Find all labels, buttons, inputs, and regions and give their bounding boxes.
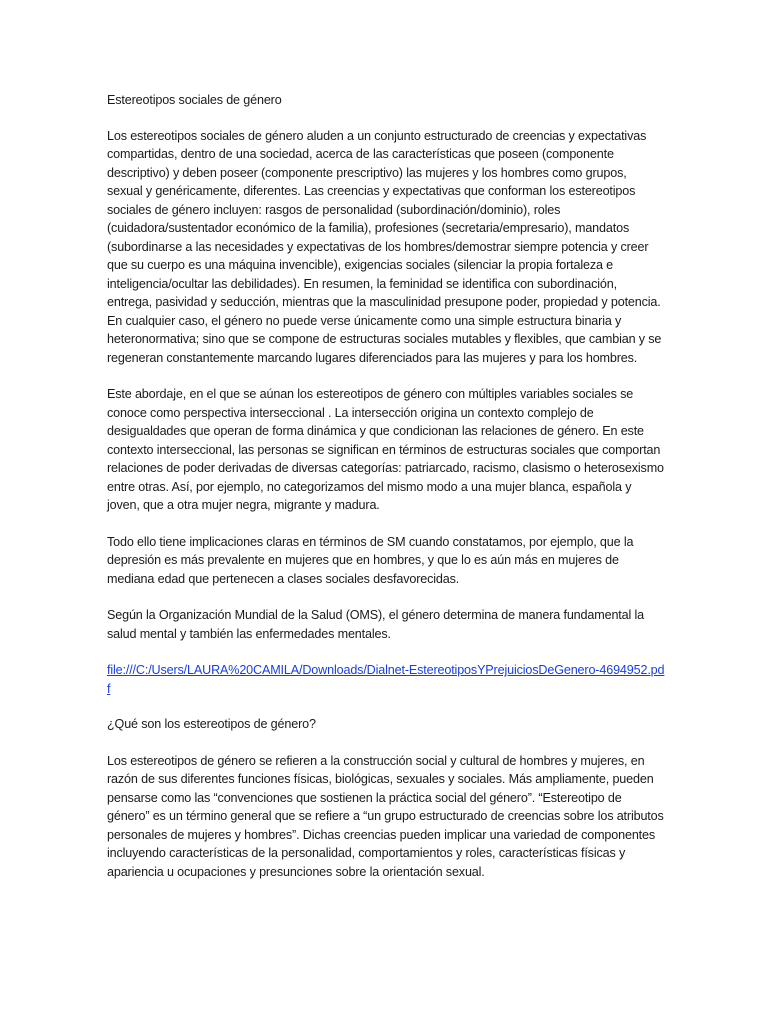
section-question: ¿Qué son los estereotipos de género? xyxy=(107,717,316,731)
document-body xyxy=(107,91,665,899)
link-paragraph xyxy=(107,661,665,698)
paragraph-mental-health: Todo ello tiene implicaciones claras en términos de SM cuando constatamos, por ejemplo, que la depresión es más prevalente en mujeres que en hombres, y que lo es aún más en mujeres de mediana edad que pertenecen a clases sociales desfavorecidas. xyxy=(107,534,634,586)
paragraph-oms: Según la Organización Mundial de la Salud (OMS), el género determina de manera fundamental la salud mental y también las enfermedades mentales. xyxy=(107,608,644,641)
document-title: Estereotipos sociales de género xyxy=(107,93,282,107)
paragraph-answer: Los estereotipos de género se refieren a la construcción social y cultural de hombres y mujeres, en razón de sus diferentes funciones físicas, biológicas, sexuales y sociales. Más ampliamente, pueden pensarse como las “convenciones que sostienen la práctica social del género”. “Estereotipo de género” es un término general que se refiere a “un grupo estructurado de creencias sobre los atributos personales de mujeres y hombres”. Dichas creencias pueden implicar una variedad de componentes incluyendo características de la personalidad, comportamientos y roles, características físicas y apariencia u ocupaciones y presunciones sobre la orientación sexual. xyxy=(107,753,664,879)
paragraph-stereotypes-definition: Los estereotipos sociales de género aluden a un conjunto estructurado de creencias y expectativas compartidas, dentro de una sociedad, acerca de las características que poseen (componente descriptivo) y deben poseer (componente prescriptivo) las mujeres y los hombres como grupos, sexual y genéricamente, diferentes. Las creencias y expectativas que conforman los estereotipos sociales de género incluyen: rasgos de personalidad (subordinación/dominio), roles (cuidadora/sustentador económico de la familia), profesiones (secretaria/empresario), mandatos (subordinarse a las necesidades y expectativas de los hombres/demostrar siempre potencia y creer que su cuerpo es una máquina invencible), exigencias sociales (silenciar la propia fortaleza e inteligencia/ocultar las debilidades). En resumen, la feminidad se identifica con subordinación, entrega, pasividad y seducción, mientras que la masculinidad presupone poder, propiedad y potencia. En cualquier caso, el género no puede verse únicamente como una simple estructura binaria y heteronormativa; sino que se compone de estructuras sociales mutables y flexibles, que cambian y se regeneran constantemente marcando lugares diferenciados para las mujeres y para los hombres. xyxy=(107,128,662,365)
pdf-link[interactable]: file:///C:/Users/LAURA%20CAMILA/Downloads/Dialnet-EstereotiposYPrejuiciosDeGenero-4694952.pdf xyxy=(107,663,665,696)
paragraph-intersectional: Este abordaje, en el que se aúnan los estereotipos de género con múltiples variables sociales se conoce como perspectiva interseccional . La intersección origina un contexto complejo de desigualdades que operan de forma dinámica y que condicionan las relaciones de género. En este contexto interseccional, las personas se significan en términos de estructuras sociales que comportan relaciones de poder derivadas de diversas categorías: patriarcado, racismo, clasismo o heterosexismo entre otras. Así, por ejemplo, no categorizamos del mismo modo a una mujer blanca, española y joven, que a otra mujer negra, migrante y madura. xyxy=(107,387,664,512)
